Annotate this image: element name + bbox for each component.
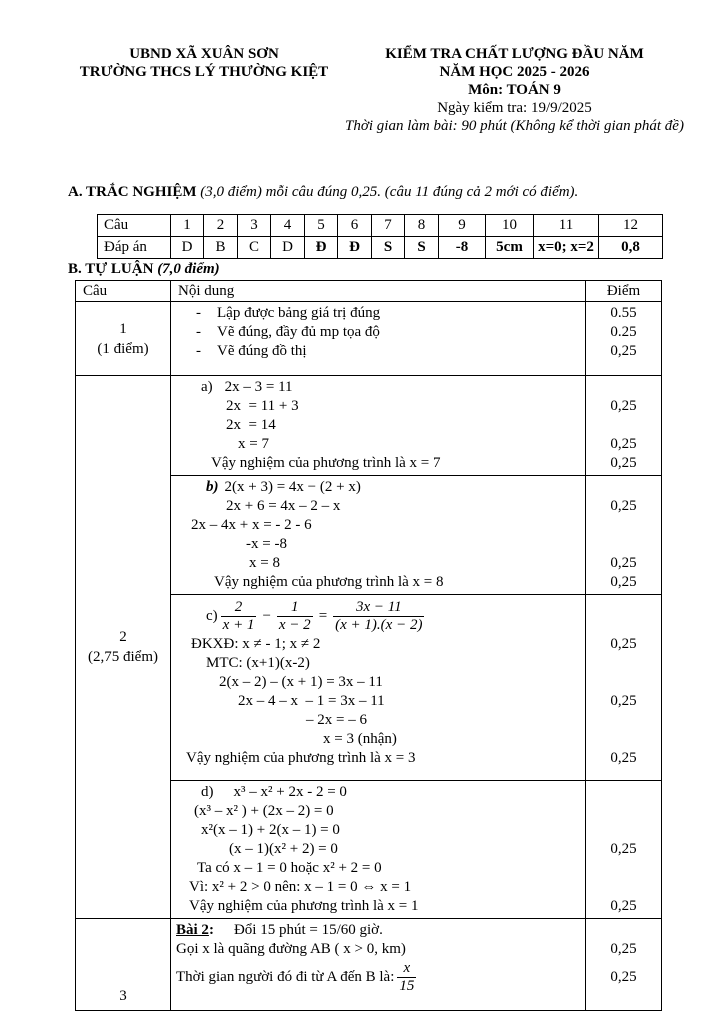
points-cell <box>586 781 662 919</box>
point-value: 0,25 <box>610 750 637 766</box>
solution-line: x²(x – 1) + 2(x – 1) = 0 <box>201 822 340 838</box>
question-number: 2 <box>119 629 127 645</box>
mc-answer-row-label: Đáp án <box>98 237 171 259</box>
solution-line: 2x – 4 – x – 1 = 3x – 11 <box>238 693 385 709</box>
section-b-note: (7,0 điểm) <box>153 261 220 277</box>
solution-line-fraction: Thời gian người đó đi từ A đến B là: $\frac{x}{15}$ <box>176 959 415 994</box>
solution-line-fraction: c) $\frac{2}{x + 1}$ − $\frac{1}{x - 2}$ = $\frac{3x - 11}{(x + 1).(x - 2)}$ <box>206 598 423 633</box>
mc-question-row-label: Câu <box>98 215 171 237</box>
solution-line: 2x – 4x + x = - 2 - 6 <box>191 517 312 533</box>
solution-line: – 2x = – 6 <box>306 712 367 728</box>
solution-line: Ta có x – 1 = 0 hoặc x² + 2 = 0 <box>197 860 382 876</box>
points-cell <box>586 376 662 476</box>
col-header-diem: Điểm <box>586 281 662 302</box>
point-value: 0,25 <box>610 941 637 957</box>
question-points-note: (1 điểm) <box>97 340 149 357</box>
solution-line: - Vẽ đúng, đầy đủ mp tọa độ <box>196 324 380 340</box>
school-name: TRƯỜNG THCS LÝ THƯỜNG KIỆT <box>79 64 329 80</box>
solution-line: Vậy nghiệm của phương trình là x = 8 <box>214 574 444 590</box>
solution-line: - Lập được bảng giá trị đúng <box>196 305 381 321</box>
mc-question-row <box>98 215 663 237</box>
essay-answer-table <box>75 280 662 1011</box>
point-value: 0,25 <box>610 455 637 471</box>
mc-question-number: 2 <box>204 215 238 237</box>
solution-content-cell <box>171 376 586 476</box>
point-value: 0,25 <box>610 693 637 709</box>
section-a-title: A. TRẮC NGHIỆM <box>68 184 197 200</box>
mc-question-number: 8 <box>405 215 439 237</box>
document-header <box>0 0 725 135</box>
mc-answer: C <box>238 237 271 259</box>
solution-line: 2x = 14 <box>226 417 276 433</box>
exam-title: KIỂM TRA CHẤT LƯỢNG ĐẦU NĂM <box>385 46 644 62</box>
solution-line: Bài 2: Đổi 15 phút = 15/60 giờ. <box>176 922 383 938</box>
point-value: 0,25 <box>610 436 637 452</box>
duration-note: Thời gian làm bài: 90 phút (Không kể thời gian phát đề) <box>345 118 684 134</box>
mc-answer: B <box>204 237 238 259</box>
table-row-cau2a <box>76 376 662 476</box>
mc-question-number: 6 <box>338 215 372 237</box>
mc-answer: -8 <box>439 237 486 259</box>
solution-line: Vậy nghiệm của phương trình là x = 1 <box>189 898 419 914</box>
solution-line: ĐKXĐ: x ≠ - 1; x ≠ 2 <box>191 636 321 652</box>
question-number-cell <box>76 302 171 376</box>
solution-line: Gọi x là quãng đường AB ( x > 0, km) <box>176 941 406 957</box>
fraction: $\frac{1}{x - 2}$ <box>278 598 311 633</box>
fraction: $\frac{x}{15}$ <box>399 959 415 994</box>
point-value: 0,25 <box>610 398 637 414</box>
mc-question-number: 3 <box>238 215 271 237</box>
mc-question-number: 9 <box>439 215 486 237</box>
solution-line: - Vẽ đúng đồ thị <box>196 343 307 359</box>
table-row-cau1 <box>76 302 662 376</box>
point-value: 0.55 <box>610 305 637 321</box>
section-b-title: B. TỰ LUẬN <box>68 261 154 277</box>
subject: Môn: TOÁN 9 <box>468 82 561 98</box>
essay-table-header-row <box>76 281 662 302</box>
point-value: 0,25 <box>610 636 637 652</box>
points-cell <box>586 595 662 781</box>
mc-answer: S <box>372 237 405 259</box>
solution-content-cell <box>171 476 586 595</box>
mc-answer: S <box>405 237 439 259</box>
solution-line: b) 2(x + 3) = 4x − (2 + x) <box>206 479 361 495</box>
mc-answer: Đ <box>338 237 372 259</box>
solution-line: x = 3 (nhận) <box>323 731 397 747</box>
points-cell <box>586 476 662 595</box>
col-header-noi-dung: Nội dung <box>171 281 586 302</box>
point-value: 0,25 <box>610 498 637 514</box>
solution-line: 2x = 11 + 3 <box>226 398 299 414</box>
section-a-heading <box>68 182 725 202</box>
mc-question-number: 5 <box>305 215 338 237</box>
mc-question-number: 1 <box>171 215 204 237</box>
solution-content-cell <box>171 781 586 919</box>
mc-answer: Đ <box>305 237 338 259</box>
school-year: NĂM HỌC 2025 - 2026 <box>439 64 590 80</box>
solution-line: Vậy nghiệm của phương trình là x = 3 <box>186 750 416 766</box>
solution-line: 2(x – 2) – (x + 1) = 3x – 11 <box>219 674 383 690</box>
mc-answer: D <box>171 237 204 259</box>
multiple-choice-answer-table <box>97 214 663 259</box>
solution-line: 2x + 6 = 4x – 2 – x <box>226 498 341 514</box>
point-value: 0,25 <box>610 574 637 590</box>
solution-line: x = 8 <box>249 555 280 571</box>
mc-answer: 0,8 <box>599 237 663 259</box>
solution-content-cell <box>171 919 586 1011</box>
question-number: 3 <box>119 988 127 1004</box>
exam-date: Ngày kiểm tra: 19/9/2025 <box>437 100 592 116</box>
section-b-heading <box>68 261 725 278</box>
solution-line: a) 2x – 3 = 11 <box>201 379 293 395</box>
solution-line: Vì: x² + 2 > 0 nên: x – 1 = 0 ⇔ x = 1 <box>189 879 412 895</box>
solution-line: Vậy nghiệm của phương trình là x = 7 <box>211 455 441 471</box>
mc-question-number: 11 <box>534 215 599 237</box>
table-row-cau3 <box>76 919 662 1011</box>
point-value: 0,25 <box>610 555 637 571</box>
mc-question-number: 12 <box>599 215 663 237</box>
point-value: 0,25 <box>610 841 637 857</box>
points-cell <box>586 302 662 376</box>
question-number-cell <box>76 919 171 1011</box>
mc-question-number: 10 <box>486 215 534 237</box>
solution-content-cell <box>171 302 586 376</box>
solution-content-cell <box>171 595 586 781</box>
mc-answer: x=0; x=2 <box>534 237 599 259</box>
point-value: 0,25 <box>610 343 637 359</box>
solution-line: -x = -8 <box>246 536 287 552</box>
exam-info-block <box>342 45 687 135</box>
col-header-cau: Câu <box>76 281 171 302</box>
solution-line: x = 7 <box>238 436 269 452</box>
point-value: 0.25 <box>610 324 637 340</box>
mc-answer: D <box>271 237 305 259</box>
fraction: $\frac{3x - 11}{(x + 1).(x - 2)}$ <box>335 598 423 633</box>
solution-line: MTC: (x+1)(x-2) <box>206 655 310 671</box>
bai2-label: Bài 2 <box>176 922 209 938</box>
question-number-cell <box>76 376 171 919</box>
question-number: 1 <box>119 320 127 337</box>
issuing-authority-block <box>70 45 338 135</box>
mc-answer: 5cm <box>486 237 534 259</box>
solution-line: d) x³ – x² + 2x - 2 = 0 <box>201 784 347 800</box>
mc-question-number: 4 <box>271 215 305 237</box>
point-value: 0,25 <box>610 968 637 985</box>
fraction: $\frac{2}{x + 1}$ <box>222 598 255 633</box>
mc-question-number: 7 <box>372 215 405 237</box>
section-a-note: (3,0 điểm) mỗi câu đúng 0,25. (câu 11 đúng cả 2 mới có điểm). <box>196 184 579 200</box>
district-name: UBND XÃ XUÂN SƠN <box>129 46 279 62</box>
points-cell <box>586 919 662 1011</box>
mc-answer-row <box>98 237 663 259</box>
solution-line: (x – 1)(x² + 2) = 0 <box>229 841 338 857</box>
question-points-note: (2,75 điểm) <box>88 649 158 665</box>
solution-line: (x³ – x² ) + (2x – 2) = 0 <box>194 803 334 819</box>
point-value: 0,25 <box>610 898 637 914</box>
